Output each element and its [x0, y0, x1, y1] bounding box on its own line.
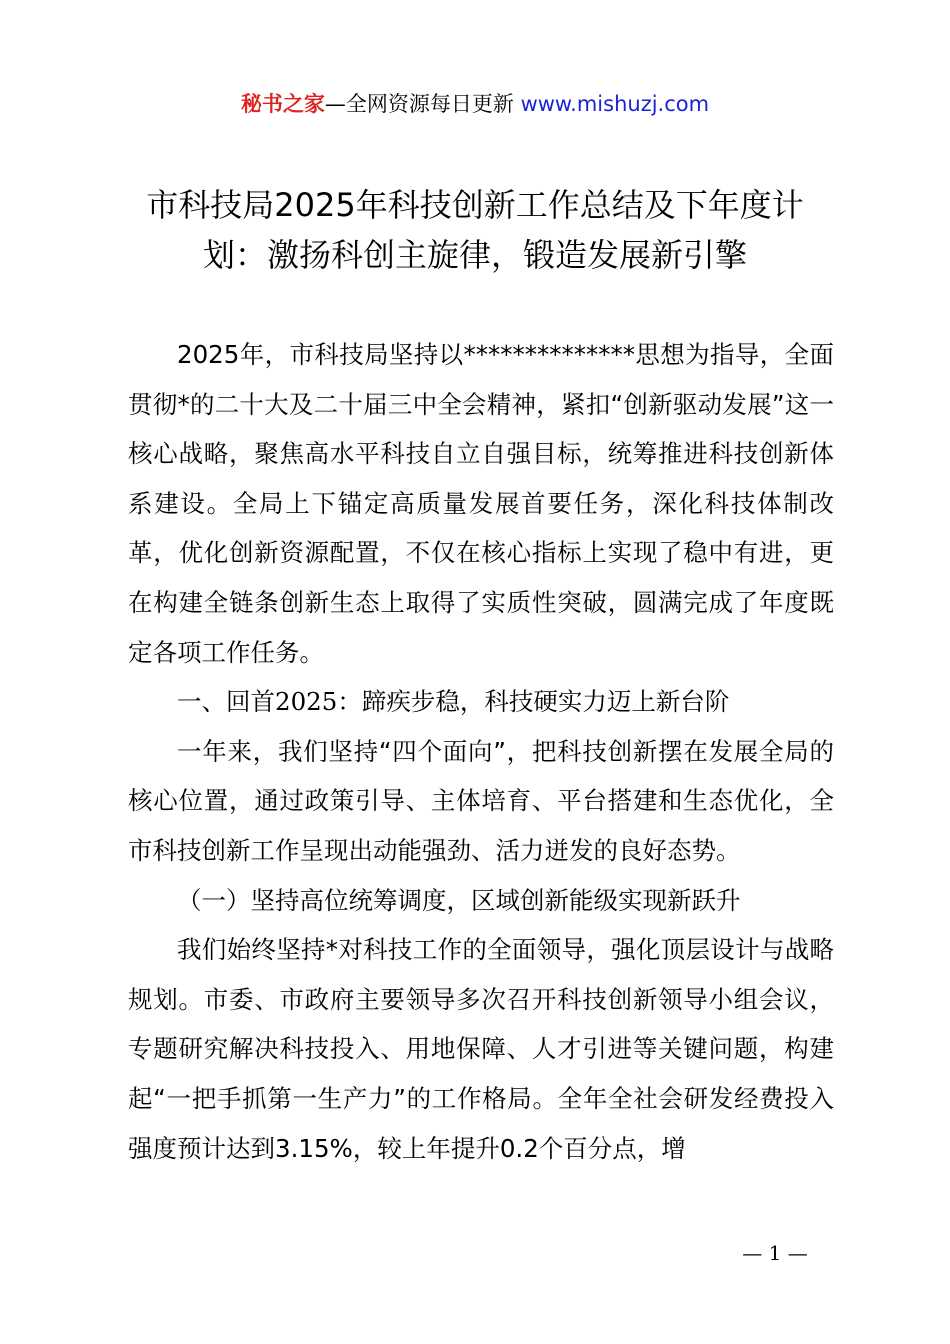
subsection-1-paragraph: 我们始终坚持*对科技工作的全面领导，强化顶层设计与战略规划。市委、市政府主要领导多次召开科技创新领导小组会议，专题研究解决科技投入、用地保障、人才引进等关键问题，构建起“一把手抓第一生产力”的工作格局。全年全社会研发经费投入强度预计达到3.15%，较上年提升0.2个百分点，增 — [128, 935, 834, 1163]
website-link[interactable]: www.mishuzj.com — [520, 92, 710, 116]
section-heading-1: 一、回首2025：蹄疾步稳，科技硬实力迈上新台阶 — [177, 687, 730, 717]
document-title: 市科技局2025年科技创新工作总结及下年度计划：激扬科创主旋律，锻造发展新引擎 — [146, 186, 804, 274]
intro-paragraph: 2025年，市科技局坚持以**************思想为指导，全面贯彻*的二十大及二十届三中全会精神，紧扣“创新驱动发展”这一核心战略，聚焦高水平科技自立自强目标，统筹推进科技创新体系建设。全局上下锚定高质量发展首要任务，深化科技体制改革，优化创新资源配置，不仅在核心指标上实现了稳中有进，更在构建全链条创新生态上取得了实质性突破，圆满完成了年度既定各项工作任务。 — [128, 340, 834, 667]
site-banner — [0, 88, 950, 120]
banner-tagline: —全网资源每日更新 — [324, 92, 521, 116]
page-number: — 1 — — [742, 1241, 808, 1265]
subsection-heading-1: （一）坚持高位统筹调度，区域创新能级实现新跃升 — [177, 885, 741, 915]
section-1-paragraph: 一年来，我们坚持“四个面向”，把科技创新摆在发展全局的核心位置，通过政策引导、主体培育、平台搭建和生态优化，全市科技创新工作呈现出动能强劲、活力迸发的良好态势。 — [128, 736, 834, 865]
brand-name: 秘书之家 — [240, 92, 325, 116]
document-body — [128, 330, 834, 1173]
